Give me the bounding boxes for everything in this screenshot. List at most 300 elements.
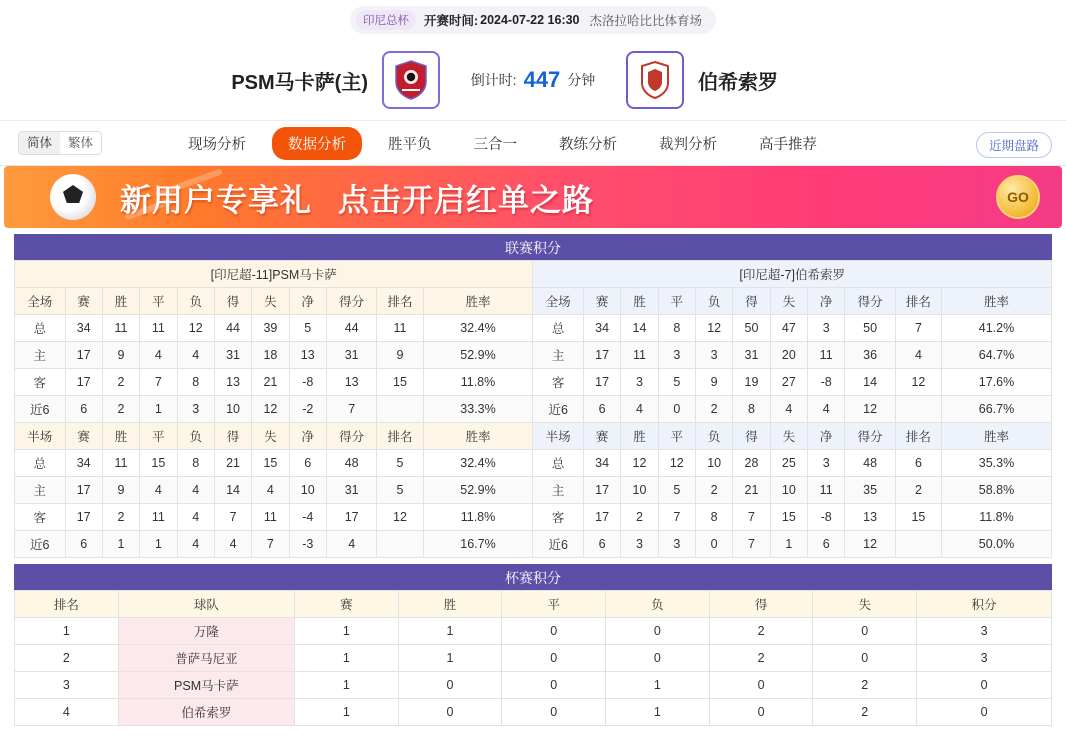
col-win: 胜 <box>102 288 139 315</box>
cell: 2 <box>102 369 139 396</box>
col-goal-diff: 净 <box>808 288 845 315</box>
cell: 0 <box>709 672 813 699</box>
cell: 11 <box>102 315 139 342</box>
banner-go-button[interactable]: GO <box>996 175 1040 219</box>
cell: 0 <box>398 699 502 726</box>
cell <box>895 396 941 423</box>
cell <box>377 396 423 423</box>
table-row <box>15 672 1052 699</box>
cell: -8 <box>808 504 845 531</box>
cell: 0 <box>695 531 732 558</box>
cell: 0 <box>917 699 1052 726</box>
row-label: 主 <box>533 342 584 369</box>
cell-rank: 2 <box>15 645 119 672</box>
cell-team[interactable]: 普萨马尼亚 <box>118 645 294 672</box>
col-goals-for: 得 <box>214 288 251 315</box>
cell: 7 <box>214 504 251 531</box>
col-win-rate: 胜率 <box>423 288 533 315</box>
row-label: 客 <box>15 504 66 531</box>
cell-team[interactable]: 万隆 <box>118 618 294 645</box>
kickoff-time: 2024-07-22 16:30 <box>480 13 580 27</box>
cell: 17 <box>583 369 620 396</box>
col-played: 赛 <box>294 591 398 618</box>
col-draw: 平 <box>658 423 695 450</box>
cell: -8 <box>289 369 326 396</box>
col-draw: 平 <box>140 423 177 450</box>
countdown-value: 447 <box>523 67 561 92</box>
row-label: 主 <box>15 477 66 504</box>
cell: 1 <box>606 699 710 726</box>
cell: 3 <box>917 645 1052 672</box>
row-label: 总 <box>15 315 66 342</box>
cell: 0 <box>917 672 1052 699</box>
table-row <box>15 315 1052 342</box>
cell: 3 <box>917 618 1052 645</box>
cell: 64.7% <box>941 342 1051 369</box>
cell: 9 <box>102 477 139 504</box>
cell: 48 <box>845 450 896 477</box>
kickoff-label: 开赛时间: <box>423 14 479 28</box>
cell: 4 <box>214 531 251 558</box>
cell: 25 <box>770 450 807 477</box>
col-draw: 平 <box>140 288 177 315</box>
cell: 31 <box>326 342 377 369</box>
recent-odds-button[interactable]: 近期盘路 <box>976 132 1052 158</box>
cell: 3 <box>658 531 695 558</box>
shield-icon <box>640 60 670 100</box>
cell: 1 <box>294 645 398 672</box>
cell: 16.7% <box>423 531 533 558</box>
cell: 21 <box>252 369 289 396</box>
left-team-header: [印尼超-11]PSM马卡萨 <box>15 261 533 288</box>
cell: 9 <box>102 342 139 369</box>
cell-rank: 3 <box>15 672 119 699</box>
cell: 1 <box>140 531 177 558</box>
table-row <box>15 504 1052 531</box>
football-icon <box>50 174 96 220</box>
tab-expert-picks[interactable]: 高手推荐 <box>759 136 818 153</box>
cell: 7 <box>252 531 289 558</box>
away-team-block <box>626 51 1006 109</box>
cell: 4 <box>177 531 214 558</box>
row-label: 近6 <box>533 396 584 423</box>
cell: 48 <box>326 450 377 477</box>
cell: 47 <box>770 315 807 342</box>
col-goal-diff: 净 <box>808 423 845 450</box>
banner-text-2: 点击开启红单之路 <box>338 182 594 218</box>
cell: 8 <box>658 315 695 342</box>
lang-traditional[interactable]: 繁体 <box>60 132 101 154</box>
teams-header <box>0 40 1066 120</box>
cell: 5 <box>658 369 695 396</box>
cell: 52.9% <box>423 342 533 369</box>
cell: 13 <box>289 342 326 369</box>
col-loss: 负 <box>695 288 732 315</box>
cell: 10 <box>770 477 807 504</box>
banner-text-1: 新用户专享礼 <box>120 182 312 218</box>
col-loss: 负 <box>695 423 732 450</box>
cell: 2 <box>709 618 813 645</box>
cell: 3 <box>658 342 695 369</box>
table-row <box>15 342 1052 369</box>
col-loss: 负 <box>177 423 214 450</box>
cell: 11 <box>808 342 845 369</box>
cell: 12 <box>695 315 732 342</box>
row-label: 近6 <box>533 531 584 558</box>
cell: 4 <box>895 342 941 369</box>
col-rank: 排名 <box>377 423 423 450</box>
cell: 11 <box>377 315 423 342</box>
row-label: 客 <box>533 504 584 531</box>
cell: 11 <box>621 342 658 369</box>
tab-data-analysis[interactable]: 数据分析 <box>272 127 362 160</box>
col-points: 得分 <box>326 288 377 315</box>
cell: 17 <box>583 477 620 504</box>
cell: 11 <box>102 450 139 477</box>
cell: 2 <box>709 645 813 672</box>
row-label: 主 <box>533 477 584 504</box>
cell: 36 <box>845 342 896 369</box>
cell: 2 <box>813 699 917 726</box>
cell: 8 <box>177 450 214 477</box>
shield-icon <box>394 60 428 100</box>
cell: 34 <box>583 450 620 477</box>
table-row <box>15 396 1052 423</box>
col-played: 赛 <box>583 288 620 315</box>
home-crest-icon <box>391 57 431 103</box>
cell: 3 <box>621 369 658 396</box>
cell: 2 <box>813 672 917 699</box>
col-goal-diff: 净 <box>289 288 326 315</box>
cell: 0 <box>658 396 695 423</box>
cell: 12 <box>377 504 423 531</box>
cell: 44 <box>326 315 377 342</box>
cell: 50 <box>733 315 770 342</box>
away-team-crest <box>626 51 684 109</box>
table-row <box>15 618 1052 645</box>
cell: 4 <box>621 396 658 423</box>
league-standings-table <box>14 260 1052 558</box>
cell: 6 <box>65 396 102 423</box>
row-label: 总 <box>533 450 584 477</box>
cell: 0 <box>606 645 710 672</box>
cell: 17 <box>65 342 102 369</box>
col-goals-against: 失 <box>252 423 289 450</box>
cell: 3 <box>808 315 845 342</box>
cell: 13 <box>214 369 251 396</box>
cell: 7 <box>140 369 177 396</box>
cell: 28 <box>733 450 770 477</box>
cell: 8 <box>177 369 214 396</box>
col-goals-for: 得 <box>733 423 770 450</box>
away-team-name: 伯希索罗 <box>698 71 778 94</box>
cell: -4 <box>289 504 326 531</box>
table-row <box>15 369 1052 396</box>
cell: 4 <box>177 477 214 504</box>
cell: 15 <box>770 504 807 531</box>
col-rank: 排名 <box>895 288 941 315</box>
cell: 33.3% <box>423 396 533 423</box>
cell: 66.7% <box>941 396 1051 423</box>
cell: 17 <box>583 342 620 369</box>
content-area <box>0 228 1066 726</box>
cell: 17 <box>65 504 102 531</box>
cell <box>895 531 941 558</box>
cell: 7 <box>326 396 377 423</box>
col-win-rate: 胜率 <box>941 423 1051 450</box>
cell: 7 <box>733 531 770 558</box>
cell: 1 <box>294 699 398 726</box>
row-label: 客 <box>15 369 66 396</box>
promo-banner[interactable] <box>4 166 1062 228</box>
cell: 0 <box>502 699 606 726</box>
col-scope: 全场 <box>533 288 584 315</box>
cell: 12 <box>177 315 214 342</box>
cell: 5 <box>289 315 326 342</box>
cell: 20 <box>770 342 807 369</box>
cell: 4 <box>177 504 214 531</box>
cell <box>377 531 423 558</box>
tab-referee-analysis[interactable]: 裁判分析 <box>659 136 718 153</box>
cell: 19 <box>733 369 770 396</box>
cell: 58.8% <box>941 477 1051 504</box>
cell: 7 <box>895 315 941 342</box>
venue-name: 杰洛拉哈比比体育场 <box>589 14 703 28</box>
countdown-unit: 分钟 <box>567 72 596 88</box>
countdown-block <box>440 67 626 93</box>
cell: 7 <box>733 504 770 531</box>
cell: 2 <box>695 396 732 423</box>
cell: 3 <box>695 342 732 369</box>
lang-simplified[interactable]: 简体 <box>19 132 60 154</box>
league-standings-title: 联赛积分 <box>14 234 1052 260</box>
col-goals-against: 失 <box>813 591 917 618</box>
cell: 0 <box>502 618 606 645</box>
tab-coach-analysis[interactable]: 教练分析 <box>559 136 618 153</box>
cell: 10 <box>214 396 251 423</box>
col-team: 球队 <box>118 591 294 618</box>
cell: 6 <box>583 531 620 558</box>
cell: 12 <box>252 396 289 423</box>
col-win: 胜 <box>398 591 502 618</box>
cell: 9 <box>695 369 732 396</box>
cell: 6 <box>895 450 941 477</box>
col-goals-for: 得 <box>709 591 813 618</box>
cell: 6 <box>65 531 102 558</box>
col-win: 胜 <box>102 423 139 450</box>
cell: 11 <box>140 315 177 342</box>
cup-column-header <box>15 591 1052 618</box>
col-points: 得分 <box>845 423 896 450</box>
col-win: 胜 <box>621 288 658 315</box>
cell: 8 <box>695 504 732 531</box>
cell: 14 <box>214 477 251 504</box>
cell: 10 <box>621 477 658 504</box>
cell: 15 <box>377 369 423 396</box>
cell: 31 <box>733 342 770 369</box>
cell: 4 <box>177 342 214 369</box>
cell: 2 <box>102 504 139 531</box>
half-time-column-header <box>15 423 1052 450</box>
cell: 18 <box>252 342 289 369</box>
table-row <box>15 450 1052 477</box>
match-meta-pill <box>350 6 716 34</box>
cell: -3 <box>289 531 326 558</box>
cell: 21 <box>214 450 251 477</box>
cell: 39 <box>252 315 289 342</box>
col-rank: 排名 <box>377 288 423 315</box>
cell: 17 <box>65 369 102 396</box>
cell: 1 <box>398 618 502 645</box>
home-team-name: PSM马卡萨(主) <box>231 71 368 94</box>
cell: 12 <box>845 531 896 558</box>
cell: 27 <box>770 369 807 396</box>
cell: 15 <box>140 450 177 477</box>
cell: 15 <box>895 504 941 531</box>
cell: 50 <box>845 315 896 342</box>
tab-live-analysis[interactable]: 现场分析 <box>188 136 247 153</box>
cell: 12 <box>845 396 896 423</box>
tab-win-draw-lose[interactable]: 胜平负 <box>388 136 432 153</box>
col-scope: 半场 <box>15 423 66 450</box>
col-goals-against: 失 <box>770 423 807 450</box>
row-label: 总 <box>533 315 584 342</box>
cell: 14 <box>621 315 658 342</box>
cell: 3 <box>621 531 658 558</box>
cell: 50.0% <box>941 531 1051 558</box>
cell-rank: 1 <box>15 618 119 645</box>
cell: 31 <box>326 477 377 504</box>
cell: 35 <box>845 477 896 504</box>
cell: 17.6% <box>941 369 1051 396</box>
cup-standings-title: 杯赛积分 <box>14 564 1052 590</box>
cell: 0 <box>709 699 813 726</box>
cell: 6 <box>289 450 326 477</box>
col-goals-for: 得 <box>733 288 770 315</box>
cup-standings-table <box>14 590 1052 726</box>
cell: 1 <box>140 396 177 423</box>
col-rank: 排名 <box>15 591 119 618</box>
cell: 1 <box>606 672 710 699</box>
home-team-block <box>60 51 440 109</box>
cell-team[interactable]: PSM马卡萨 <box>118 672 294 699</box>
col-played: 赛 <box>65 423 102 450</box>
cell: 7 <box>658 504 695 531</box>
col-loss: 负 <box>606 591 710 618</box>
cell: 15 <box>252 450 289 477</box>
cell: 0 <box>502 672 606 699</box>
cell: 11.8% <box>423 369 533 396</box>
row-label: 近6 <box>15 531 66 558</box>
table-row <box>15 645 1052 672</box>
row-label: 客 <box>533 369 584 396</box>
cell: 17 <box>65 477 102 504</box>
team-header-row <box>15 261 1052 288</box>
nav-items <box>172 127 833 160</box>
cell: 21 <box>733 477 770 504</box>
cell: 3 <box>177 396 214 423</box>
away-crest-icon <box>635 57 675 103</box>
row-label: 近6 <box>15 396 66 423</box>
cell: 34 <box>65 315 102 342</box>
cell: 14 <box>845 369 896 396</box>
cell: -8 <box>808 369 845 396</box>
cell: 13 <box>326 369 377 396</box>
cell: 8 <box>733 396 770 423</box>
language-toggle[interactable] <box>18 131 102 155</box>
row-label: 主 <box>15 342 66 369</box>
col-win-rate: 胜率 <box>941 288 1051 315</box>
col-points: 得分 <box>845 288 896 315</box>
competition-badge: 印尼总杯 <box>356 10 416 30</box>
right-team-header: [印尼超-7]伯希索罗 <box>533 261 1052 288</box>
table-row <box>15 699 1052 726</box>
cell: 12 <box>621 450 658 477</box>
cell: 0 <box>502 645 606 672</box>
cell: 0 <box>813 618 917 645</box>
cell: 5 <box>377 450 423 477</box>
cell: 11 <box>808 477 845 504</box>
col-goals-against: 失 <box>770 288 807 315</box>
table-row <box>15 477 1052 504</box>
col-played: 赛 <box>65 288 102 315</box>
cell: 2 <box>695 477 732 504</box>
row-label: 总 <box>15 450 66 477</box>
cell: -2 <box>289 396 326 423</box>
cell: 9 <box>377 342 423 369</box>
cell: 4 <box>808 396 845 423</box>
cell: 6 <box>583 396 620 423</box>
cell: 11.8% <box>941 504 1051 531</box>
cell: 4 <box>770 396 807 423</box>
col-goals-against: 失 <box>252 288 289 315</box>
cell: 1 <box>294 618 398 645</box>
col-draw: 平 <box>502 591 606 618</box>
col-goals-for: 得 <box>214 423 251 450</box>
cell: 17 <box>583 504 620 531</box>
cell: 12 <box>658 450 695 477</box>
cell: 11 <box>140 504 177 531</box>
cell: 12 <box>895 369 941 396</box>
col-loss: 负 <box>177 288 214 315</box>
cell: 34 <box>583 315 620 342</box>
cell: 2 <box>895 477 941 504</box>
cell: 31 <box>214 342 251 369</box>
cell: 44 <box>214 315 251 342</box>
col-draw: 平 <box>658 288 695 315</box>
col-goal-diff: 净 <box>289 423 326 450</box>
cell: 17 <box>326 504 377 531</box>
cell: 35.3% <box>941 450 1051 477</box>
full-time-column-header <box>15 288 1052 315</box>
cell: 2 <box>102 396 139 423</box>
cell-team[interactable]: 伯希索罗 <box>118 699 294 726</box>
cell: 3 <box>808 450 845 477</box>
cell: 32.4% <box>423 450 533 477</box>
col-win: 胜 <box>621 423 658 450</box>
cell: 4 <box>140 342 177 369</box>
cell: 4 <box>140 477 177 504</box>
cell: 11.8% <box>423 504 533 531</box>
cell: 1 <box>770 531 807 558</box>
cell: 0 <box>398 672 502 699</box>
cell: 4 <box>252 477 289 504</box>
cell: 1 <box>398 645 502 672</box>
tab-three-in-one[interactable]: 三合一 <box>473 136 518 153</box>
cell: 1 <box>102 531 139 558</box>
col-points: 积分 <box>917 591 1052 618</box>
cell: 34 <box>65 450 102 477</box>
